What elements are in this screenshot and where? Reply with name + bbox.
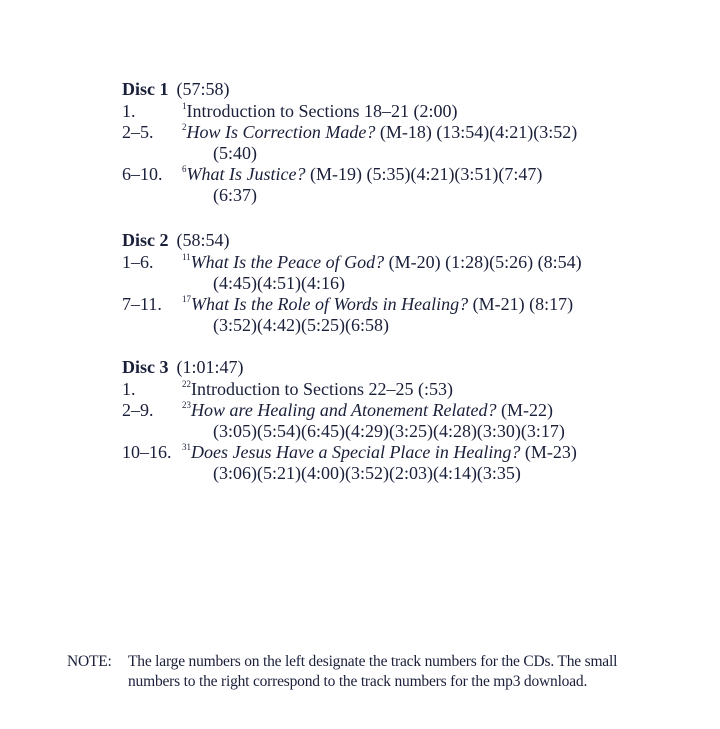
track-entry [122,294,582,336]
entry-line [182,252,582,273]
entry-timings: (M-21) (8:17) [468,294,574,314]
entry-title: What Is Justice? [186,164,306,184]
entry-timings-continued: (3:05)(5:54)(6:45)(4:29)(3:25)(4:28)(3:30)(3:17) [213,421,565,441]
entry-timings: (M-19) (5:35)(4:21)(3:51)(7:47) [305,164,543,184]
cd-track-number: 6–10. [122,164,163,184]
entry-timings-continued: (4:45)(4:51)(4:16) [213,273,345,293]
disc-1-section [122,79,577,206]
mp3-track-number: 1 [182,101,187,111]
track-entry [122,122,577,164]
disc-2-section [122,230,582,336]
entry-line [182,442,577,463]
disc-total-time: (58:54) [176,230,230,250]
track-entry [122,164,577,206]
track-entry [122,252,582,294]
track-entry [122,379,577,400]
disc-total-time: (1:01:47) [176,357,244,377]
note-label: NOTE: [67,653,112,670]
entry-timings: (M-22) [496,400,553,420]
disc-header [122,79,577,101]
entry-timings: (:53) [413,379,453,399]
mp3-track-number: 31 [182,442,191,452]
entry-timings: (2:00) [408,101,458,121]
mp3-track-number: 17 [182,294,191,304]
cd-track-number: 10–16. [122,442,172,462]
mp3-track-number: 6 [182,164,187,174]
entry-line [182,164,577,185]
mp3-track-number: 11 [182,252,191,262]
entry-line [182,400,577,421]
mp3-track-number: 22 [182,379,191,389]
track-entry [122,400,577,442]
track-entry [122,442,577,484]
entry-title: How are Healing and Atonement Related? [191,400,497,420]
entry-line [182,101,577,122]
note-line-1: The large numbers on the left designate the track numbers for the CDs. The small [128,653,618,670]
entry-timings-continued: (3:06)(5:21)(4:00)(3:52)(2:03)(4:14)(3:35) [213,463,521,483]
entry-line [182,294,582,315]
entry-title: What Is the Peace of God? [190,252,385,272]
cd-track-number: 1. [122,101,136,121]
entry-timings-continued: (3:52)(4:42)(5:25)(6:58) [213,315,389,335]
entry-timings-continued: (5:40) [213,143,257,163]
disc-label: Disc 3 [122,357,169,377]
entry-timings: (M-23) [520,442,577,462]
entry-title: Does Jesus Have a Special Place in Healing? [191,442,521,462]
mp3-track-number: 23 [182,400,191,410]
disc-label: Disc 2 [122,230,169,250]
disc-3-section [122,357,577,484]
entry-title: Introduction to Sections 18–21 [186,101,409,121]
entry-title: How Is Correction Made? [186,122,376,142]
entry-title: What Is the Role of Words in Healing? [191,294,469,314]
mp3-track-number: 2 [182,122,187,132]
disc-header [122,357,577,379]
entry-line [182,379,577,400]
disc-label: Disc 1 [122,79,169,99]
disc-total-time: (57:58) [176,79,230,99]
note-line-2: numbers to the right correspond to the track numbers for the mp3 download. [128,673,588,690]
cd-track-number: 1–6. [122,252,154,272]
track-entry [122,101,577,122]
cd-track-number: 7–11. [122,294,162,314]
cd-track-number: 2–5. [122,122,154,142]
entry-timings-continued: (6:37) [213,185,257,205]
cd-track-number: 2–9. [122,400,154,420]
entry-title: Introduction to Sections 22–25 [191,379,414,399]
entry-timings: (M-20) (1:28)(5:26) (8:54) [384,252,582,272]
disc-header [122,230,582,252]
entry-line [182,122,577,143]
cd-track-number: 1. [122,379,136,399]
entry-timings: (M-18) (13:54)(4:21)(3:52) [375,122,578,142]
footnote [67,652,617,692]
